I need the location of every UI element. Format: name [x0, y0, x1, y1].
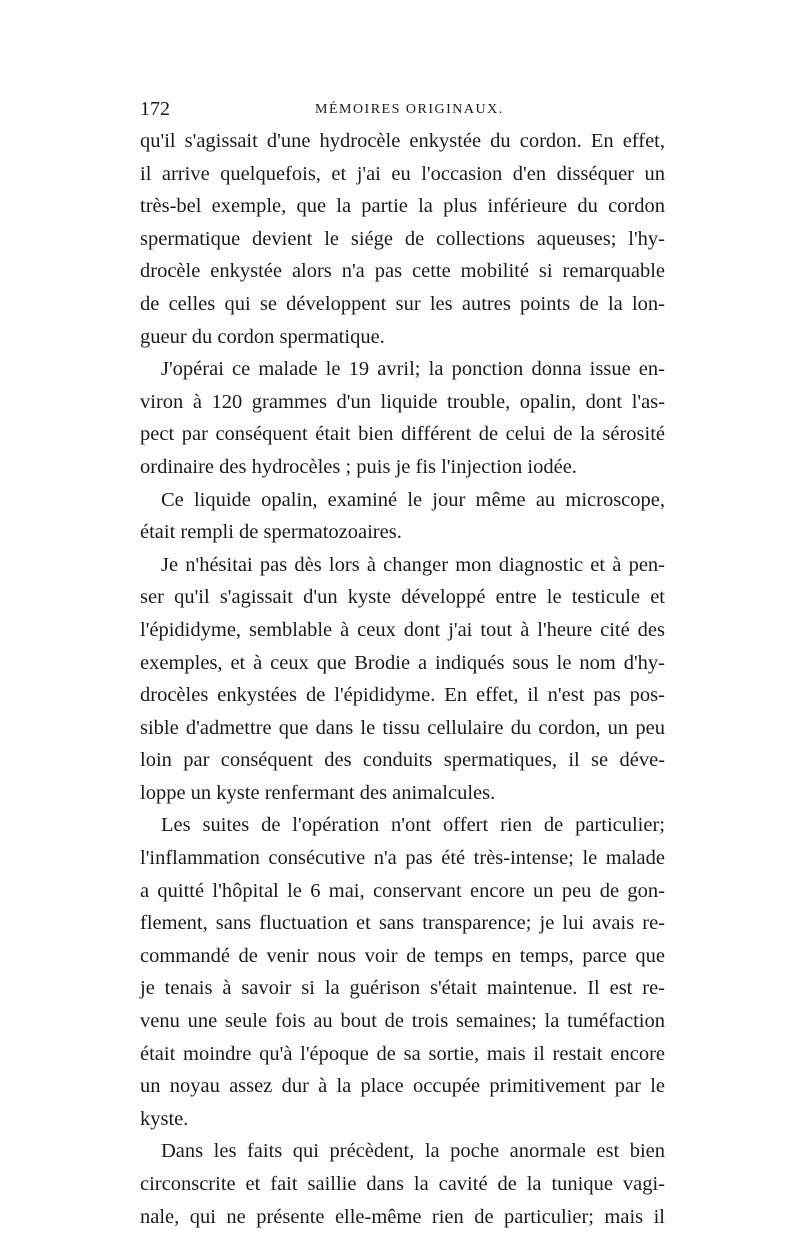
text-line: loin par conséquent des conduits spermatiques, il se déve- — [140, 749, 665, 772]
text-line: exemples, et à ceux que Brodie a indiqués sous le nom d'hy- — [140, 651, 665, 674]
text-line: Je n'hésitai pas dès lors à changer mon diagnostic et à pen- — [161, 553, 665, 576]
text-line: un noyau assez dur à la place occupée primitivement par le — [140, 1075, 665, 1098]
text-line: loppe un kyste renfermant des animalcules. — [140, 781, 496, 804]
text-line: très-bel exemple, que la partie la plus inférieure du cordon — [140, 195, 665, 218]
text-line: venu une seule fois au bout de trois semaines; la tuméfaction — [140, 1010, 665, 1033]
text-line: Ce liquide opalin, examiné le jour même au microscope, — [161, 488, 665, 511]
text-line: a quitté l'hôpital le 6 mai, conservant encore un peu de gon- — [140, 879, 665, 902]
body-text — [140, 125, 665, 1233]
text-line: était moindre qu'à l'époque de sa sortie, mais il restait encore — [140, 1042, 665, 1065]
text-line: Les suites de l'opération n'ont offert rien de particulier; — [161, 814, 665, 837]
running-head: MÉMOIRES ORIGINAUX. — [315, 102, 504, 117]
text-line: gueur du cordon spermatique. — [140, 325, 385, 348]
text-line: kyste. — [140, 1107, 189, 1130]
text-line: sible d'admettre que dans le tissu cellulaire du cordon, un peu — [140, 716, 665, 739]
text-line: viron à 120 grammes d'un liquide trouble, opalin, dont l'as- — [140, 390, 665, 413]
text-line: était rempli de spermatozoaires. — [140, 521, 402, 544]
text-line: il arrive quelquefois, et j'ai eu l'occasion d'en disséquer un — [140, 162, 665, 185]
text-line: drocèles enkystées de l'épididyme. En effet, il n'est pas pos- — [140, 684, 665, 707]
text-line: de celles qui se développent sur les autres points de la lon- — [140, 292, 665, 315]
text-line: spermatique devient le siége de collections aqueuses; l'hy- — [140, 227, 665, 250]
page-header — [140, 96, 665, 122]
text-line: circonscrite et fait saillie dans la cavité de la tunique vagi- — [140, 1173, 665, 1195]
text-line: l'épididyme, semblable à ceux dont j'ai tout à l'heure cité des — [140, 618, 665, 641]
text-line: J'opérai ce malade le 19 avril; la ponction donna issue en- — [161, 358, 665, 381]
text-line: qu'il s'agissait d'une hydrocèle enkystée du cordon. En effet, — [140, 130, 665, 152]
text-line: commandé de venir nous voir de temps en temps, parce que — [140, 944, 665, 967]
text-line: ser qu'il s'agissait d'un kyste développé entre le testicule et — [140, 586, 665, 609]
text-line: Dans les faits qui précèdent, la poche anormale est bien — [161, 1140, 665, 1163]
text-line: je tenais à savoir si la guérison s'était maintenue. Il est re- — [140, 977, 665, 1000]
text-line: l'inflammation consécutive n'a pas été très-intense; le malade — [140, 847, 665, 870]
text-line: pect par conséquent était bien différent de celui de la sérosité — [140, 423, 665, 446]
text-line: flement, sans fluctuation et sans transparence; je lui avais re- — [140, 912, 665, 935]
page-number: 172 — [140, 98, 170, 120]
text-line: ordinaire des hydrocèles ; puis je fis l'injection iodée. — [140, 455, 577, 478]
text-line: drocèle enkystée alors n'a pas cette mobilité si remarquable — [140, 260, 665, 283]
text-line: nale, qui ne présente elle-même rien de particulier; mais il — [140, 1205, 665, 1228]
